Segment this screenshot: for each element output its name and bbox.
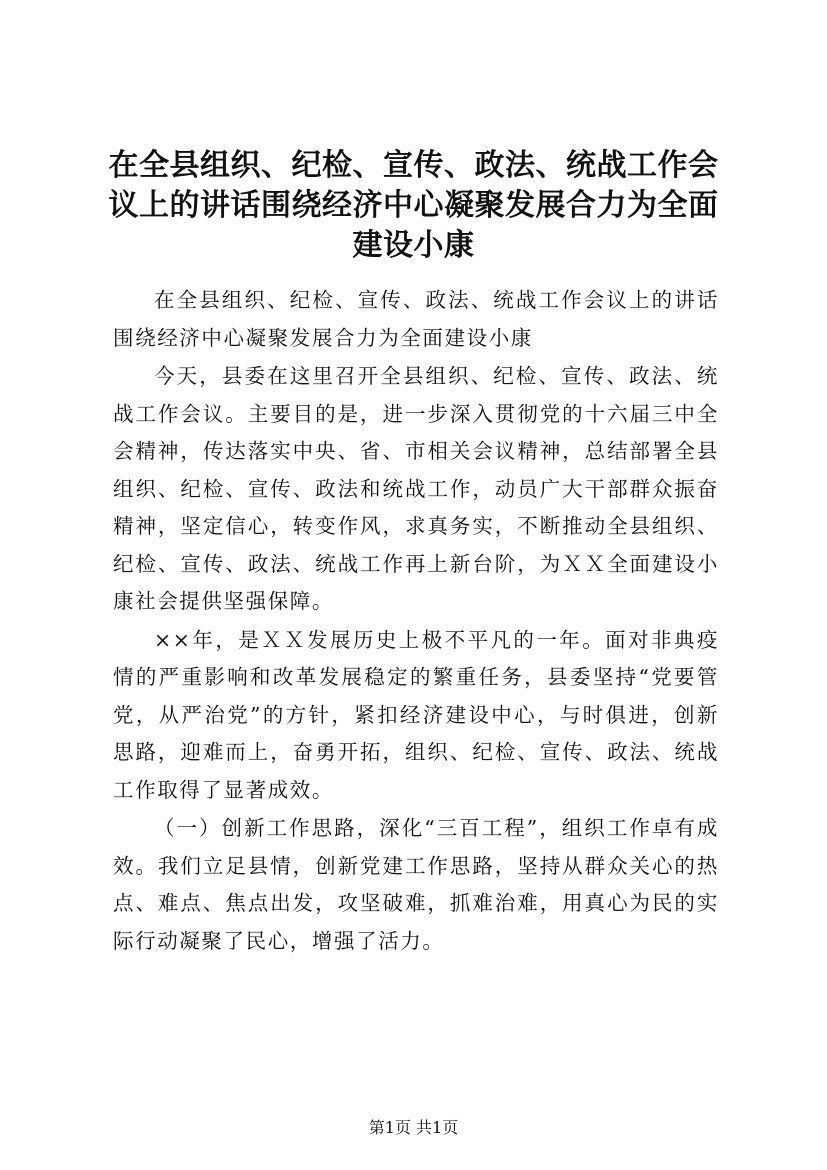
page-number-footer: 第1页 共1页: [368, 1118, 459, 1137]
paragraph: ××年，是ＸＸ发展历史上极不平凡的一年。面对非典疫情的严重影响和改革发展稳定的繁重任务，县委坚持“党要管党，从严治党”的方针，紧扣经济建设中心，与时俱进，创新思路，迎难而上，奋勇开拓，组织、纪检、宣传、政法、统战工作取得了显著成效。: [113, 627, 719, 802]
paragraph: 今天，县委在这里召开全县组织、纪检、宣传、政法、统战工作会议。主要目的是，进一步深入贯彻党的十六届三中全会精神，传达落实中央、省、市相关会议精神，总结部署全县组织、纪检、宣传、政法和统战工作，动员广大干部群众振奋精神，坚定信心，转变作风，求真务实，不断推动全县组织、纪检、宣传、政法、统战工作再上新台阶，为ＸＸ全面建设小康社会提供坚强保障。: [113, 364, 719, 613]
document-body: [113, 282, 719, 961]
paragraph: （一）创新工作思路，深化“三百工程”，组织工作卓有成效。我们立足县情，创新党建工作思路，坚持从群众关心的热点、难点、焦点出发，攻坚破难，抓难治难，用真心为民的实际行动凝聚了民心，增强了活力。: [113, 816, 719, 953]
document-title: 在全县组织、纪检、宣传、政法、统战工作会议上的讲话围绕经济中心凝聚发展合力为全面建设小康: [108, 148, 719, 263]
paragraph: 在全县组织、纪检、宣传、政法、统战工作会议上的讲话围绕经济中心凝聚发展合力为全面建设小康: [113, 288, 719, 350]
